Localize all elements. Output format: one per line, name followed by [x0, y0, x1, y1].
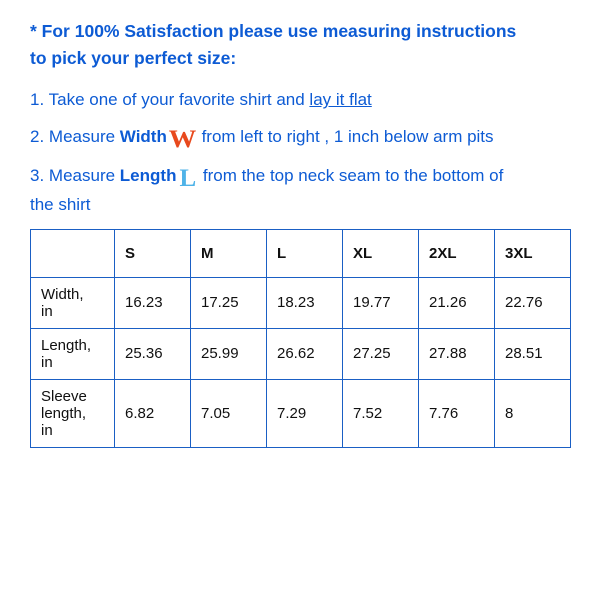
step-2-keyword: Width [119, 127, 167, 147]
cell-sleeve-3xl: 8 [495, 379, 571, 447]
row-label-length-line1: Length, [41, 336, 92, 354]
step-3 [30, 162, 574, 218]
row-label-length [31, 328, 115, 379]
row-label-length-line2: in [41, 353, 53, 371]
column-header-m: M [191, 229, 267, 277]
row-label-sleeve-line2: length, [41, 404, 87, 422]
instructions-heading [30, 18, 574, 72]
cell-sleeve-2xl: 7.76 [419, 379, 495, 447]
row-label-width-line1: Width, [41, 285, 84, 303]
cell-width-m: 17.25 [191, 277, 267, 328]
row-label-sleeve-line1: Sleeve [41, 387, 87, 405]
step-2-number: 2. [30, 127, 45, 147]
cell-width-2xl: 21.26 [419, 277, 495, 328]
step-2-text-before: Measure [48, 127, 120, 147]
cell-length-2xl: 27.88 [419, 328, 495, 379]
instructions-heading-line1: * For 100% Satisfaction please use measuring instructions [30, 21, 517, 41]
row-label-sleeve-length [31, 379, 115, 447]
size-table-head [31, 229, 571, 277]
step-3-text-after: from the top neck seam to the bottom of [198, 166, 504, 186]
row-label-width [31, 277, 115, 328]
table-row [31, 379, 571, 447]
cell-width-xl: 19.77 [343, 277, 419, 328]
step-3-text-before: Measure [48, 166, 120, 186]
column-header-s: S [115, 229, 191, 277]
column-header-2xl: 2XL [419, 229, 495, 277]
row-label-width-line2: in [41, 302, 53, 320]
cell-length-m: 25.99 [191, 328, 267, 379]
step-2 [30, 123, 574, 152]
cell-length-l: 26.62 [267, 328, 343, 379]
cell-length-3xl: 28.51 [495, 328, 571, 379]
column-header-l: L [267, 229, 343, 277]
step-1-number: 1. [30, 90, 45, 110]
row-label-sleeve-line3: in [41, 421, 53, 439]
cell-length-s: 25.36 [115, 328, 191, 379]
cell-width-s: 16.23 [115, 277, 191, 328]
table-header-row [31, 229, 571, 277]
cell-width-3xl: 22.76 [495, 277, 571, 328]
table-corner-cell [31, 229, 115, 277]
cell-sleeve-l: 7.29 [267, 379, 343, 447]
cell-length-xl: 27.25 [343, 328, 419, 379]
step-1-text: Take one of your favorite shirt and [48, 90, 310, 110]
step-3-text-wrap: the shirt [30, 195, 91, 215]
table-row [31, 328, 571, 379]
length-marker-icon: L [179, 165, 196, 193]
column-header-xl: XL [343, 229, 419, 277]
width-marker-icon: W [168, 126, 196, 154]
size-table [30, 229, 571, 448]
step-3-keyword: Length [119, 166, 177, 186]
cell-width-l: 18.23 [267, 277, 343, 328]
size-table-body [31, 277, 571, 447]
cell-sleeve-m: 7.05 [191, 379, 267, 447]
step-1-underlined-text: lay it flat [309, 90, 372, 110]
table-row [31, 277, 571, 328]
cell-sleeve-s: 6.82 [115, 379, 191, 447]
instructions-heading-line2: to pick your perfect size: [30, 48, 237, 69]
column-header-3xl: 3XL [495, 229, 571, 277]
step-3-number: 3. [30, 166, 45, 186]
step-1 [30, 86, 574, 113]
step-2-text-after: from left to right , 1 inch below arm pits [196, 127, 494, 147]
cell-sleeve-xl: 7.52 [343, 379, 419, 447]
